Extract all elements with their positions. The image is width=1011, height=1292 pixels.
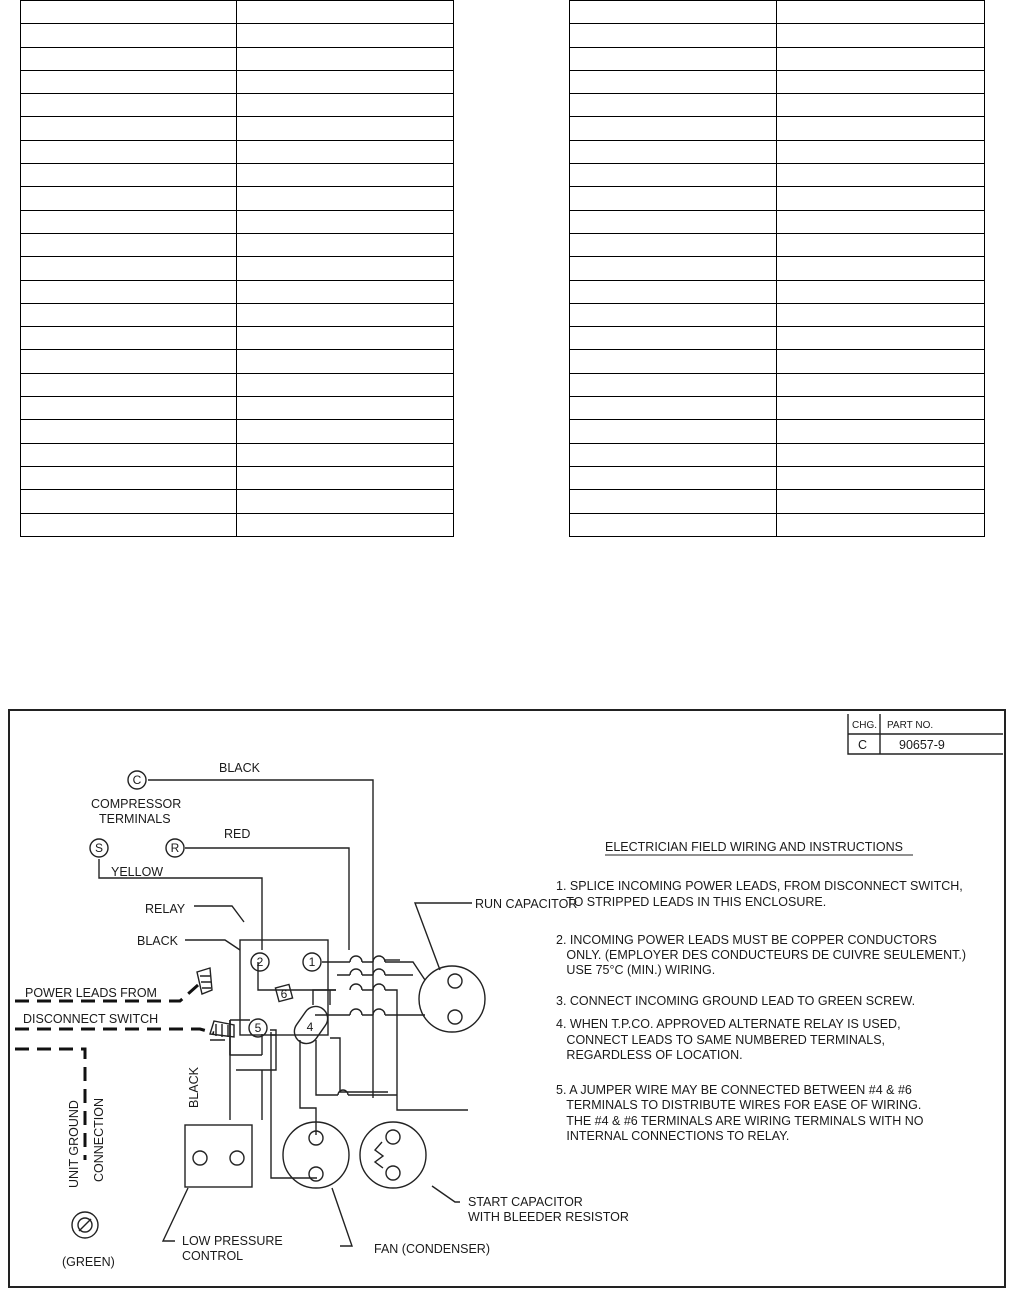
- label-ground-1: UNIT GROUND: [67, 1100, 81, 1188]
- table-cell: [21, 24, 237, 47]
- table-cell: [570, 327, 777, 350]
- table-cell: [570, 187, 777, 210]
- table-row: [570, 420, 985, 443]
- table-cell: [237, 373, 454, 396]
- instruction-line: CONNECT LEADS TO SAME NUMBERED TERMINALS,: [556, 1033, 886, 1047]
- table-cell: [570, 420, 777, 443]
- table-cell: [21, 47, 237, 70]
- table-row: [570, 233, 985, 256]
- table-row: [570, 373, 985, 396]
- table-row: [570, 117, 985, 140]
- table-cell: [237, 443, 454, 466]
- table-cell: [237, 490, 454, 513]
- table-cell: [777, 164, 985, 187]
- label-start-cap-1: START CAPACITOR: [468, 1195, 583, 1209]
- table-cell: [777, 187, 985, 210]
- label-yellow: YELLOW: [111, 865, 164, 879]
- instruction-line: THE #4 & #6 TERMINALS ARE WIRING TERMINALS WITH NO: [556, 1114, 924, 1128]
- table-cell: [237, 187, 454, 210]
- table-row: [21, 140, 454, 163]
- table-cell: [777, 233, 985, 256]
- table-row: [21, 24, 454, 47]
- table-row: [570, 466, 985, 489]
- label-fan: FAN (CONDENSER): [374, 1242, 490, 1256]
- instruction-line: INTERNAL CONNECTIONS TO RELAY.: [556, 1129, 790, 1143]
- table-cell: [570, 94, 777, 117]
- table-row: [570, 513, 985, 536]
- instruction-line: 5. A JUMPER WIRE MAY BE CONNECTED BETWEEN #4 & #6: [556, 1083, 912, 1097]
- table-cell: [21, 466, 237, 489]
- table-row: [570, 164, 985, 187]
- table-row: [570, 140, 985, 163]
- table-cell: [777, 280, 985, 303]
- table-row: [570, 490, 985, 513]
- relay: [240, 940, 332, 1048]
- label-ground-2: CONNECTION: [92, 1097, 106, 1182]
- instruction-line: TERMINALS TO DISTRIBUTE WIRES FOR EASE OF WIRING.: [556, 1098, 922, 1112]
- chg-value: C: [858, 738, 868, 752]
- low-pressure-control: [185, 1125, 252, 1187]
- start-capacitor: [360, 1122, 426, 1188]
- label-run-capacitor: RUN CAPACITOR: [475, 897, 578, 911]
- table-row: [21, 210, 454, 233]
- table-row: [21, 420, 454, 443]
- table-cell: [237, 24, 454, 47]
- table-cell: [777, 1, 985, 24]
- table-cell: [777, 466, 985, 489]
- table-row: [21, 117, 454, 140]
- terminal-5: 5: [254, 1021, 262, 1035]
- table-cell: [777, 117, 985, 140]
- table-cell: [777, 373, 985, 396]
- label-black-top: BLACK: [219, 761, 260, 775]
- terminal-s: S: [94, 841, 104, 855]
- table-row: [21, 164, 454, 187]
- table-cell: [21, 490, 237, 513]
- table-cell: [21, 1, 237, 24]
- table-row: [570, 350, 985, 373]
- table-cell: [570, 257, 777, 280]
- table-row: [21, 350, 454, 373]
- instruction-line: TO STRIPPED LEADS IN THIS ENCLOSURE.: [556, 895, 827, 909]
- table-cell: [21, 327, 237, 350]
- instruction-line: 1. SPLICE INCOMING POWER LEADS, FROM DISCONNECT SWITCH,: [556, 879, 963, 893]
- terminal-6: 6: [280, 987, 288, 1001]
- label-black-mid: BLACK: [137, 934, 178, 948]
- table-row: [570, 24, 985, 47]
- ground-screw: [72, 1212, 98, 1238]
- table-cell: [777, 24, 985, 47]
- table-cell: [777, 303, 985, 326]
- table-cell: [21, 397, 237, 420]
- table-cell: [21, 164, 237, 187]
- table-cell: [21, 187, 237, 210]
- terminal-2: 2: [256, 955, 264, 969]
- table-row: [21, 303, 454, 326]
- table-cell: [237, 47, 454, 70]
- label-low-pressure-2: CONTROL: [182, 1249, 244, 1263]
- table-cell: [570, 140, 777, 163]
- table-row: [570, 443, 985, 466]
- table-row: [570, 257, 985, 280]
- table-row: [570, 327, 985, 350]
- table-cell: [777, 257, 985, 280]
- table-cell: [21, 420, 237, 443]
- table-row: [21, 513, 454, 536]
- table-cell: [237, 233, 454, 256]
- table-cell: [777, 350, 985, 373]
- table-cell: [237, 140, 454, 163]
- table-cell: [237, 164, 454, 187]
- table-row: [21, 327, 454, 350]
- label-power-leads: POWER LEADS FROM: [25, 986, 157, 1000]
- wiring-diagram: [0, 700, 1011, 1292]
- terminal-r: R: [170, 841, 180, 855]
- table-cell: [237, 210, 454, 233]
- table-row: [21, 397, 454, 420]
- table-cell: [570, 280, 777, 303]
- table-cell: [237, 94, 454, 117]
- table-cell: [237, 513, 454, 536]
- table-cell: [237, 1, 454, 24]
- instruction-line: USE 75°C (MIN.) WIRING.: [556, 963, 716, 977]
- instruction-line: ONLY. (EMPLOYER DES CONDUCTEURS DE CUIVRE SEULEMENT.): [556, 948, 967, 962]
- table-cell: [777, 490, 985, 513]
- label-disconnect: DISCONNECT SWITCH: [23, 1012, 159, 1026]
- table-row: [570, 397, 985, 420]
- table-cell: [570, 70, 777, 93]
- instruction-line: 4. WHEN T.P.CO. APPROVED ALTERNATE RELAY IS USED,: [556, 1017, 901, 1031]
- table-cell: [21, 280, 237, 303]
- table-cell: [21, 210, 237, 233]
- table-cell: [237, 327, 454, 350]
- table-cell: [777, 94, 985, 117]
- table-cell: [777, 513, 985, 536]
- table-cell: [21, 303, 237, 326]
- label-low-pressure-1: LOW PRESSURE: [182, 1234, 283, 1248]
- blank-table-right: [569, 0, 985, 537]
- table-row: [21, 466, 454, 489]
- table-cell: [237, 397, 454, 420]
- label-start-cap-2: WITH BLEEDER RESISTOR: [468, 1210, 629, 1224]
- table-cell: [570, 397, 777, 420]
- instructions-heading: ELECTRICIAN FIELD WIRING AND INSTRUCTIONS: [605, 840, 903, 854]
- table-row: [21, 47, 454, 70]
- table-cell: [237, 70, 454, 93]
- terminal-1: 1: [308, 955, 316, 969]
- table-cell: [570, 513, 777, 536]
- table-row: [570, 1, 985, 24]
- table-row: [21, 443, 454, 466]
- table-row: [21, 1, 454, 24]
- table-cell: [570, 466, 777, 489]
- table-cell: [21, 117, 237, 140]
- table-cell: [570, 1, 777, 24]
- table-cell: [21, 257, 237, 280]
- instruction-line: REGARDLESS OF LOCATION.: [556, 1048, 743, 1062]
- table-cell: [570, 303, 777, 326]
- table-row: [21, 94, 454, 117]
- table-cell: [237, 117, 454, 140]
- label-green: (GREEN): [62, 1255, 115, 1269]
- table-cell: [570, 490, 777, 513]
- table-cell: [570, 350, 777, 373]
- instruction-line: 2. INCOMING POWER LEADS MUST BE COPPER CONDUCTORS: [556, 933, 937, 947]
- table-row: [21, 280, 454, 303]
- table-row: [570, 187, 985, 210]
- instruction-line: 3. CONNECT INCOMING GROUND LEAD TO GREEN SCREW.: [556, 994, 916, 1008]
- title-block: [848, 714, 1003, 754]
- table-cell: [777, 47, 985, 70]
- label-compressor-1: COMPRESSOR: [91, 797, 182, 811]
- terminal-4: 4: [306, 1020, 314, 1034]
- wire-crossovers: [338, 956, 385, 1095]
- table-cell: [570, 164, 777, 187]
- blank-table-left: [20, 0, 454, 537]
- table-cell: [21, 140, 237, 163]
- table-cell: [237, 303, 454, 326]
- chg-label: CHG.: [852, 720, 877, 731]
- table-cell: [777, 70, 985, 93]
- table-cell: [777, 420, 985, 443]
- table-cell: [777, 210, 985, 233]
- part-label: PART NO.: [887, 720, 934, 731]
- table-cell: [237, 420, 454, 443]
- table-cell: [21, 513, 237, 536]
- table-cell: [21, 373, 237, 396]
- table-cell: [21, 443, 237, 466]
- table-cell: [21, 233, 237, 256]
- table-cell: [777, 397, 985, 420]
- table-row: [21, 257, 454, 280]
- table-cell: [777, 327, 985, 350]
- table-cell: [237, 466, 454, 489]
- table-cell: [570, 47, 777, 70]
- table-cell: [570, 24, 777, 47]
- label-black-vertical: BLACK: [187, 1067, 201, 1108]
- table-row: [21, 187, 454, 210]
- table-cell: [237, 257, 454, 280]
- label-relay: RELAY: [145, 902, 186, 916]
- table-cell: [777, 140, 985, 163]
- table-row: [570, 70, 985, 93]
- wire-nuts: [197, 968, 234, 1037]
- run-capacitor: [419, 966, 485, 1032]
- table-cell: [237, 350, 454, 373]
- table-row: [570, 210, 985, 233]
- instructions: [556, 840, 966, 1143]
- table-row: [21, 373, 454, 396]
- table-cell: [570, 373, 777, 396]
- table-row: [570, 47, 985, 70]
- wires: [99, 780, 468, 1178]
- table-cell: [21, 70, 237, 93]
- table-row: [570, 94, 985, 117]
- table-cell: [570, 210, 777, 233]
- table-row: [21, 490, 454, 513]
- table-cell: [21, 94, 237, 117]
- table-row: [570, 303, 985, 326]
- table-row: [21, 70, 454, 93]
- table-cell: [237, 280, 454, 303]
- part-number: 90657-9: [899, 738, 945, 752]
- terminal-c: C: [132, 773, 142, 787]
- table-cell: [570, 233, 777, 256]
- table-row: [570, 280, 985, 303]
- table-cell: [21, 350, 237, 373]
- label-red: RED: [224, 827, 251, 841]
- table-row: [21, 233, 454, 256]
- table-cell: [777, 443, 985, 466]
- label-compressor-2: TERMINALS: [99, 812, 171, 826]
- table-cell: [570, 117, 777, 140]
- table-cell: [570, 443, 777, 466]
